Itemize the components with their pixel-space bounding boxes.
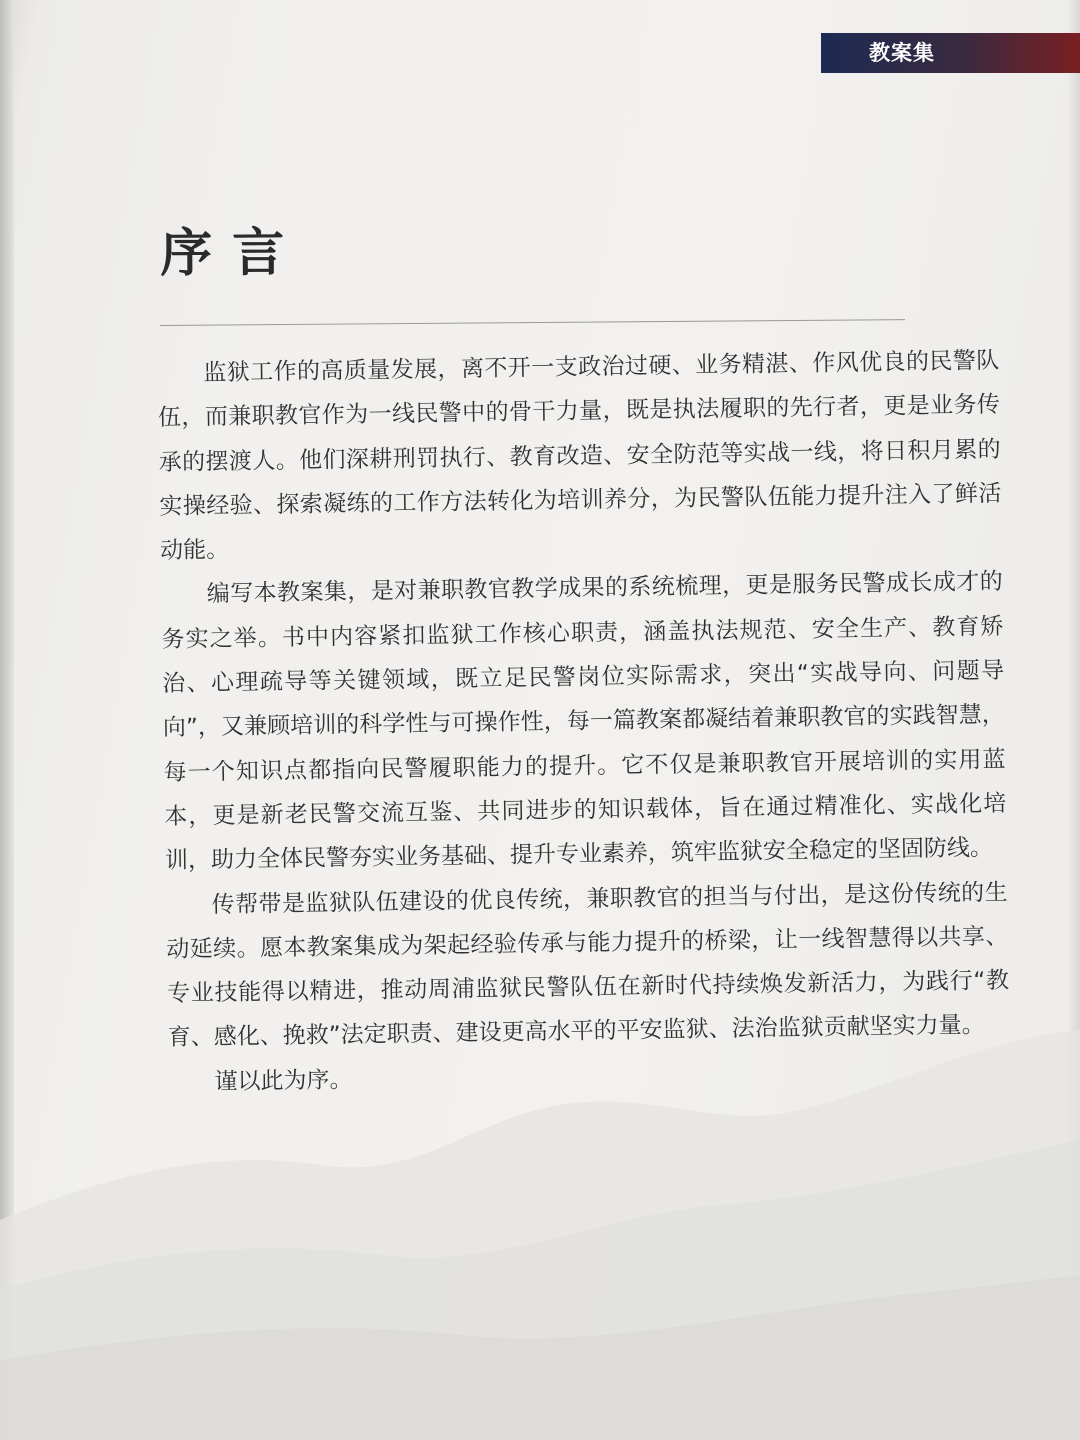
paragraph-3: 传帮带是监狱队伍建设的优良传统，兼职教官的担当与付出，是这份传统的生动延续。愿本教案集成为架起经验传承与能力提升的桥梁，让一线智慧得以共享、专业技能得以精进，推动周浦监狱民警队伍在新时代持续焕发新活力，为践行“教育、感化、挽救”法定职责、建设更高水平的平安监狱、法治监狱贡献坚实力量。 (166, 879, 1010, 1052)
collection-tab-label: 教案集 (869, 41, 935, 65)
preface-body (157, 339, 1011, 1105)
paragraph-1: 监狱工作的高质量发展，离不开一支政治过硬、业务精湛、作风优良的民警队伍，而兼职教官作为一线民警中的骨干力量，既是执法履职的先行者，更是业务传承的摆渡人。他们深耕刑罚执行、教育改造、安全防范等实战一线，将日积月累的实操经验、探索凝练的工作方法转化为培训养分，为民警队伍能力提升注入了鲜活动能。 (157, 347, 1002, 565)
collection-tab (821, 33, 1080, 73)
paragraph-2: 编写本教案集，是对兼职教官教学成果的系统梳理，更是服务民警成长成才的务实之举。书中内容紧扣监狱工作核心职责，涵盖执法规范、安全生产、教育矫治、心理疏导等关键领域，既立足民警岗位实际需求，突出“实战导向、问题导向”，又兼顾培训的科学性与可操作性，每一篇教案都凝结着兼职教官的实践智慧，每一个知识点都指向民警履职能力的提升。它不仅是兼职教官开展培训的实用蓝本，更是新老民警交流互鉴、共同进步的知识载体，旨在通过精准化、实战化培训，助力全体民警夯实业务基础、提升专业素养，筑牢监狱安全稳定的坚固防线。 (161, 569, 1007, 875)
page-title: 序言 (160, 222, 305, 284)
closing-line: 谨以此为序。 (214, 1066, 353, 1095)
title-divider (160, 319, 905, 326)
